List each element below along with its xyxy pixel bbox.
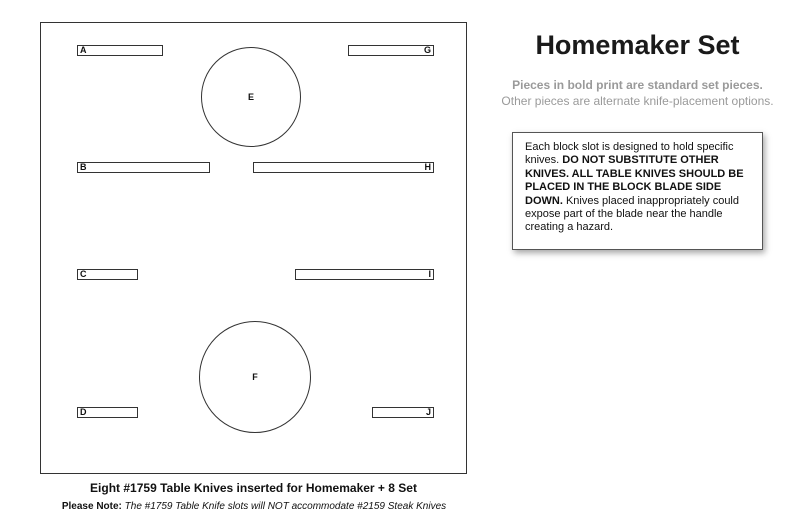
slot-a (77, 45, 163, 56)
round-slot-f (199, 321, 311, 433)
slot-h (253, 162, 434, 173)
set-title: Homemaker Set (535, 30, 740, 60)
please-note-text: The #1759 Table Knife slots will NOT accommodate #2159 Steak Knives (124, 501, 447, 512)
slot-j-label: J (425, 407, 431, 417)
slot-h-label: H (424, 162, 431, 172)
warning-text-hazard: Knives placed inappropriately could expose part of the blade near the handle creating a hazard. (525, 194, 739, 234)
slot-g-label: G (423, 45, 431, 55)
slot-b-label: B (80, 162, 87, 172)
slot-b (77, 162, 210, 173)
alternate-pieces-note: Other pieces are alternate knife-placement options. (501, 94, 774, 108)
standard-pieces-note: Pieces in bold print are standard set pieces. (512, 78, 763, 92)
slot-d-label: D (80, 407, 87, 417)
warning-text-bold: DO NOT SUBSTITUTE OTHER KNIVES. ALL TABLE KNIVES SHOULD BE PLACED IN THE BLOCK BLADE SIDE DOWN. (525, 154, 744, 207)
round-slot-f-label: F (252, 372, 258, 382)
round-slot-e (201, 47, 301, 147)
slot-i (295, 269, 434, 280)
slot-a-label: A (80, 45, 87, 55)
diagram-caption: Eight #1759 Table Knives inserted for Homemaker + 8 Set (90, 481, 417, 495)
slot-c (77, 269, 138, 280)
warning-text-intro: Each block slot is designed to hold specific knives. (525, 141, 734, 167)
slot-j (372, 407, 434, 418)
round-slot-e-label: E (247, 92, 254, 102)
knife-block-diagram (40, 22, 467, 474)
please-note-label: Please Note: (61, 501, 122, 512)
slot-g (348, 45, 434, 56)
safety-warning-box (512, 132, 763, 250)
slot-i-label: I (428, 269, 431, 279)
slot-c-label: C (80, 269, 87, 279)
slot-d (77, 407, 138, 418)
please-note (0, 501, 508, 512)
